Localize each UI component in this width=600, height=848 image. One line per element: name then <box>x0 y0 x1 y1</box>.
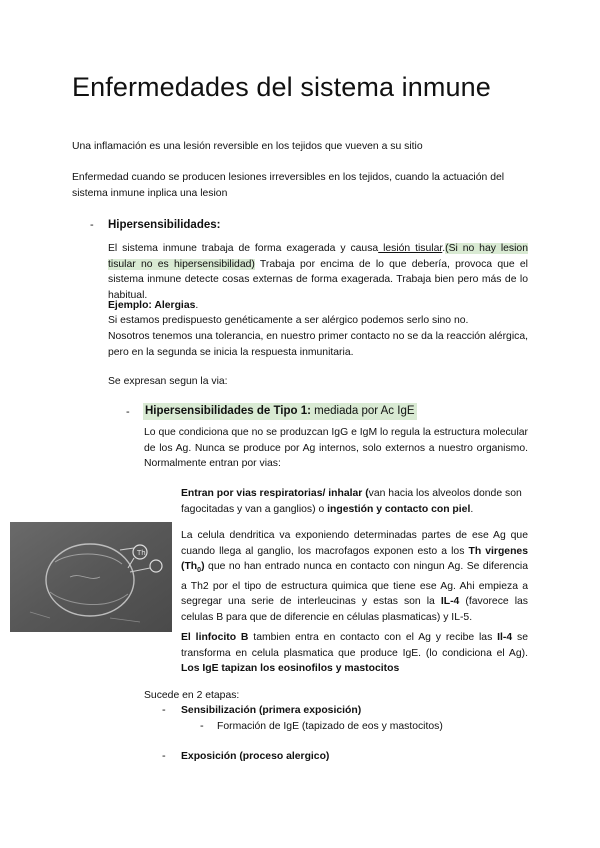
bullet-dash: - <box>90 219 94 231</box>
text-run: . <box>195 300 199 311</box>
bullet-dash: - <box>162 750 166 762</box>
linfocito-b-paragraph <box>181 630 528 677</box>
ige-tapizan: Los IgE tapizan los eosinofilos y mastocitos <box>181 663 400 674</box>
text-bold: Entran por vias respiratorias/ inhalar ( <box>181 488 369 499</box>
entry-routes-paragraph <box>181 486 528 517</box>
text-run: La celula dendritica va exponiendo determinadas partes de ese Ag que cuando llega al ganglio, los macrofagos exponen esto a los <box>181 530 528 557</box>
th-virgenes: Th virgenes (Th <box>181 545 528 572</box>
heading-rest: mediada por Ac IgE <box>310 405 415 417</box>
text-run: El sistema inmune trabaja de forma exagerada y causa <box>108 243 379 254</box>
via-intro: Se expresan segun la via: <box>108 376 228 387</box>
hipersensibilidad-paragraph <box>108 241 528 303</box>
text-run: que no han entrado nunca en contacto con ningun Ag. Se diferencia a Th2 por el tipo de estructura quimica que tiene ese Ag. Ahi empieza a segregar una serie de interleucinas y estas son la <box>181 561 528 608</box>
blackboard-drawing <box>10 522 172 632</box>
section-heading-tipo-1 <box>143 403 417 420</box>
text-bold: ingestión y contacto con piel <box>327 503 471 515</box>
blackboard-photo <box>10 522 172 632</box>
stage-exposicion: Exposición (proceso alergico) <box>181 751 330 762</box>
tipo1-paragraph: Lo que condiciona que no se produzcan IgG e IgM lo regula la estructura molecular de los Ag. Nunca se produce por Ag internos, solo externos a nuestro organismo. Normalmente entran por vias: <box>144 427 528 469</box>
tolerance-paragraph: Nosotros tenemos una tolerancia, en nuestro primer contacto no se da la reacción alérgica, pero en la segunda se inicia la respuesta inmunitaria. <box>108 331 528 358</box>
bullet-dash: - <box>126 406 130 418</box>
text-run: o <box>315 503 328 515</box>
photo-label: Th <box>137 549 146 557</box>
bullet-dash: - <box>162 704 166 716</box>
th-subscript: 0 <box>197 567 202 575</box>
section-heading-hipersensibilidades: Hipersensibilidades: <box>108 219 221 231</box>
predisposition-line: Si estamos predispuesto genéticamente a ser alérgico podemos serlo sino no. <box>108 315 469 326</box>
il4-label: Il-4 <box>497 632 513 643</box>
text-run: se transforma en celula plasmatica que produce IgE. (lo condiciona el Ag). <box>181 632 529 659</box>
highlighted-note: (Si no hay lesion tisular no es hipersensibilidad) <box>108 243 528 270</box>
lesion-tisular-underlined: lesión tisular <box>378 243 443 254</box>
intro-line-1: Una inflamación es una lesión reversible en los tejidos que vueven a su sitio <box>72 141 423 152</box>
stage-sensibilizacion: Sensibilización (primera exposición) <box>181 705 362 716</box>
text-run: . <box>470 503 474 515</box>
text-run: van hacia los alveolos donde son fagocitadas y van a ganglios) <box>181 488 522 515</box>
stages-intro: Sucede en 2 etapas: <box>144 690 240 701</box>
page-title: Enfermedades del sistema inmune <box>72 72 491 102</box>
text-run: . <box>442 243 446 254</box>
bullet-dash: - <box>200 720 204 732</box>
dendritic-cell-paragraph <box>181 528 528 625</box>
stage-sensibilizacion-sub: Formación de IgE (tapizado de eos y mastocitos) <box>217 721 443 732</box>
text-run: (favorece las celulas B para que de diferencie en células plasmaticas) y IL-5. <box>181 596 528 623</box>
text-bold: ) <box>201 561 205 572</box>
intro-line-2: Enfermedad cuando se producen lesiones irreversibles en los tejidos, cuando la actuación del sistema inmune inplica una lesion <box>72 172 505 199</box>
example-label: Ejemplo: Alergias <box>108 300 196 311</box>
heading-bold: Hipersensibilidades de Tipo 1: <box>145 405 311 417</box>
text-run: tambien entra en contacto con el Ag y recibe las <box>248 632 498 643</box>
example-line <box>108 298 198 314</box>
linfocito-b-label: El linfocito B <box>181 632 249 643</box>
il4-label: IL-4 <box>440 596 460 608</box>
text-run: Trabaja por encima de lo que debería, provoca que el sistema inmune detecte cosas externas de forma exagerada. Trabaja bien pero más de lo habitual. <box>108 258 528 301</box>
